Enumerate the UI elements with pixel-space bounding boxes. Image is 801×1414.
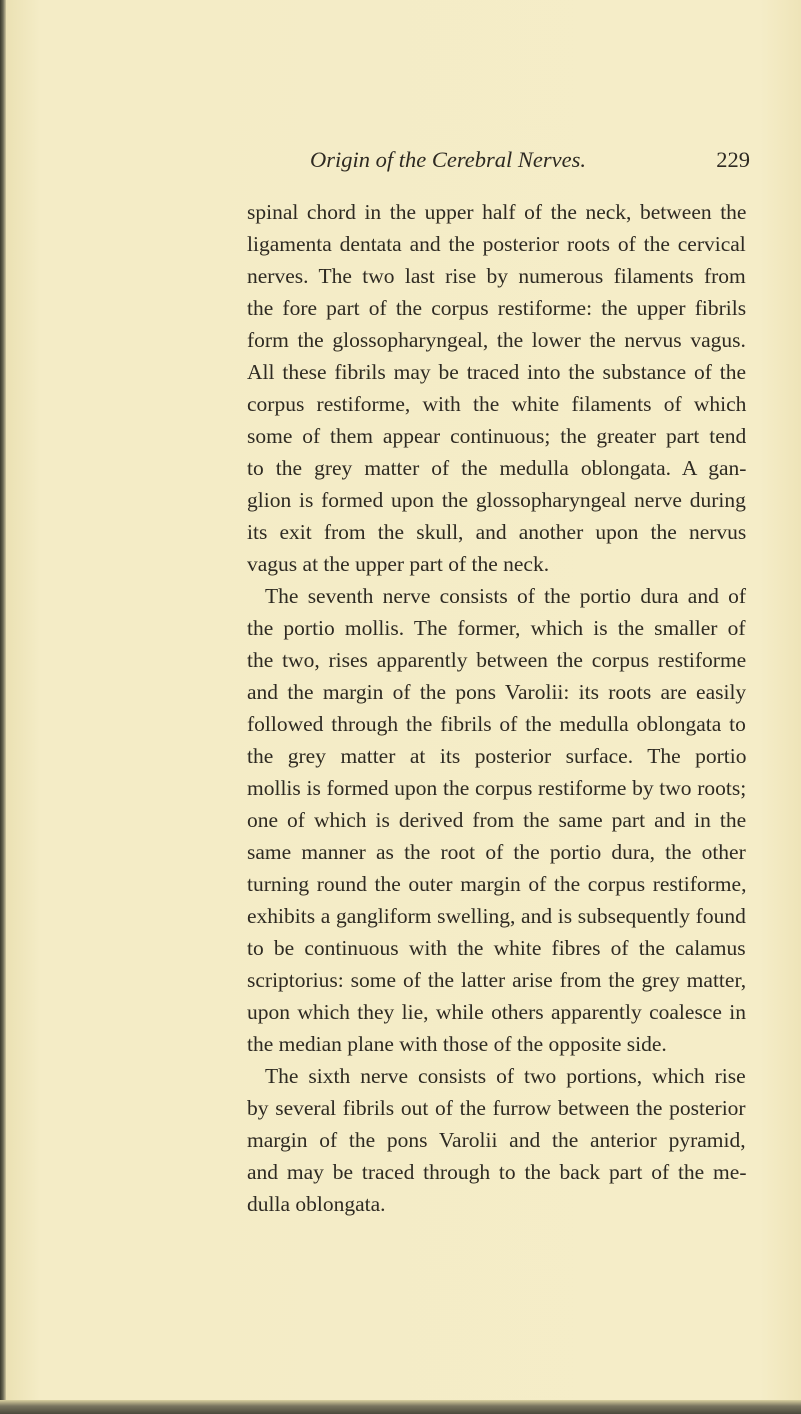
text-line: turning round the outer margin of the corpus restiforme, (247, 872, 747, 896)
page-bottom-edge (0, 1400, 801, 1414)
text-line: corpus restiforme, with the white filaments of which (247, 392, 747, 416)
text-line: All these fibrils may be traced into the substance of the (247, 360, 747, 384)
text-line: glion is formed upon the glossopharyngeal nerve during (247, 488, 746, 512)
text-line: the two, rises apparently between the corpus restiforme (247, 648, 747, 672)
text-line: mollis is formed upon the corpus restiforme by two roots; (247, 776, 747, 800)
text-line: ligamenta dentata and the posterior roots of the cervical (247, 232, 746, 256)
text-line: vagus at the upper part of the neck. (247, 552, 550, 576)
text-line: the grey matter at its posterior surface. The portio (247, 744, 747, 768)
text-line: The seventh nerve consists of the portio dura and of (265, 584, 746, 608)
text-line: margin of the pons Varolii and the anterior pyramid, (247, 1128, 746, 1152)
text-line: dulla oblongata. (247, 1192, 386, 1216)
text-line: some of them appear continuous; the greater part tend (247, 424, 747, 448)
text-line: and may be traced through to the back part of the me- (247, 1160, 747, 1184)
text-line: the portio mollis. The former, which is the smaller of (247, 616, 746, 640)
text-line: the median plane with those of the opposite side. (247, 1032, 667, 1056)
running-head: Origin of the Cerebral Nerves. (310, 147, 587, 172)
text-line: scriptorius: some of the latter arise from the grey matter, (247, 968, 747, 992)
text-line: to be continuous with the white fibres of the calamus (247, 936, 746, 960)
text-line: exhibits a gangliform swelling, and is subsequently found (247, 904, 746, 928)
text-line: and the margin of the pons Varolii: its roots are easily (247, 680, 747, 704)
page-number: 229 (716, 147, 750, 172)
text-line: by several fibrils out of the furrow between the posterior (247, 1096, 746, 1120)
text-line: its exit from the skull, and another upon the nervus (247, 520, 747, 544)
page-binding-edge (0, 0, 6, 1414)
text-line: The sixth nerve consists of two portions, which rise (265, 1064, 746, 1088)
text-line: form the glossopharyngeal, the lower the nervus vagus. (247, 328, 746, 352)
text-line: the fore part of the corpus restiforme: the upper fibrils (247, 296, 747, 320)
text-line: nerves. The two last rise by numerous filaments from (247, 264, 746, 288)
page-header (310, 147, 750, 183)
text-line: one of which is derived from the same part and in the (247, 808, 747, 832)
text-line: followed through the fibrils of the medulla oblongata to (247, 712, 746, 736)
text-line: spinal chord in the upper half of the neck, between the (247, 200, 747, 224)
text-line: same manner as the root of the portio dura, the other (247, 840, 746, 864)
text-line: to the grey matter of the medulla oblongata. A gan- (247, 456, 747, 480)
text-line: upon which they lie, while others apparently coalesce in (247, 1000, 746, 1024)
